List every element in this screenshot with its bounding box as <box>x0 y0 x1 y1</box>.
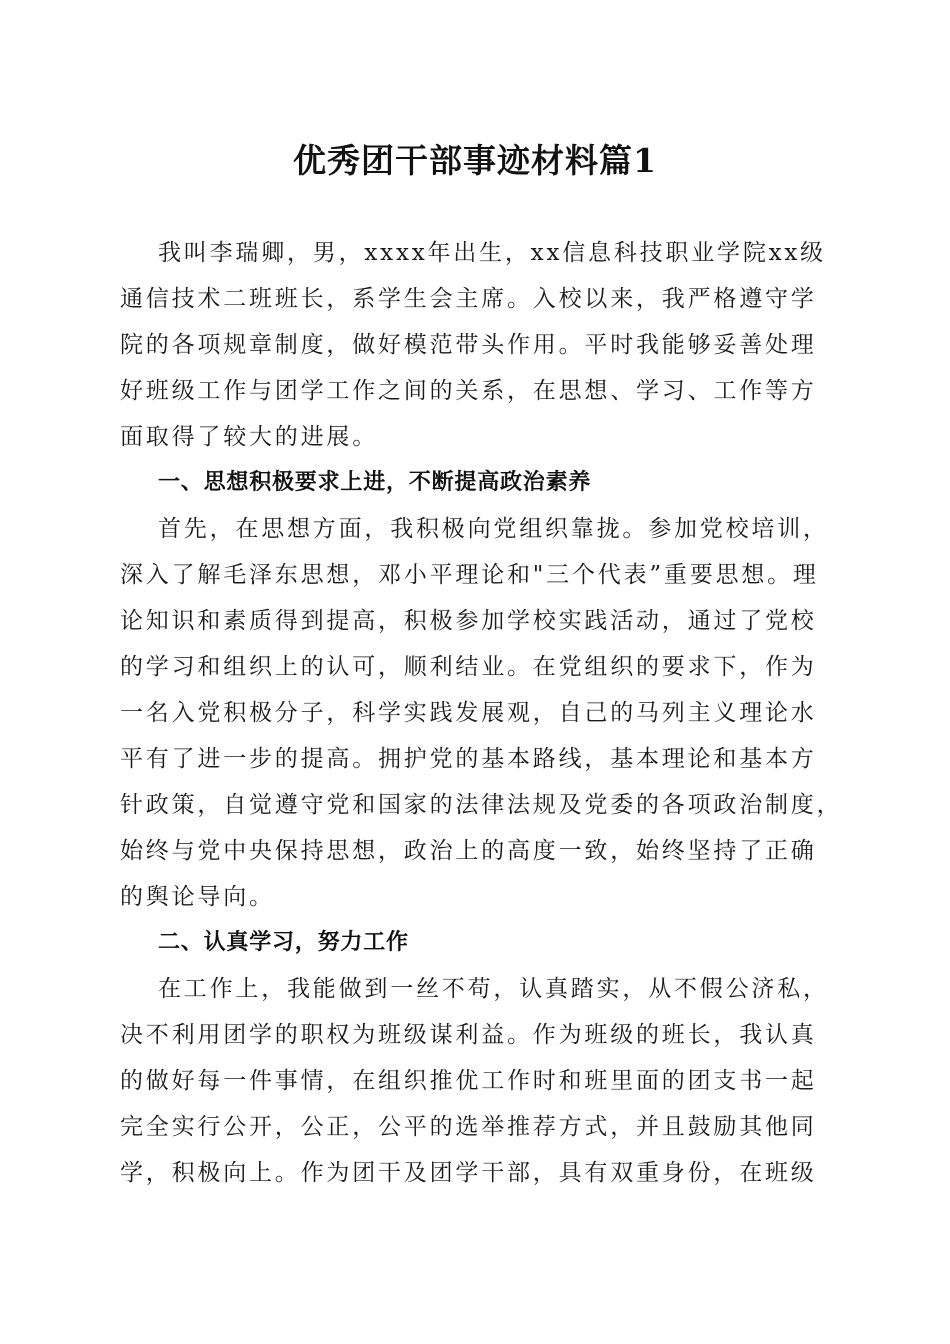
paragraph-line: 的学习和组织上的认可，顺利结业。在党组织的要求下，作为 <box>120 654 817 680</box>
section-heading-1: 一、思想积极要求上进，不断提高政治素养 <box>158 470 592 495</box>
paragraph-line: 好班级工作与团学工作之间的关系，在思想、学习、工作等方 <box>120 378 817 404</box>
paragraph-line: 完全实行公开，公正，公平的选举推荐方式，并且鼓励其他同 <box>120 1114 817 1140</box>
paragraph-line: 面取得了较大的进展。 <box>120 424 378 450</box>
section-heading-2: 二、认真学习，努力工作 <box>158 930 409 955</box>
paragraph-line: 针政策，自觉遵守党和国家的法律法规及党委的各项政治制度， <box>120 792 843 818</box>
paragraph-line: 在工作上，我能做到一丝不苟，认真踏实，从不假公济私， <box>158 976 829 1002</box>
paragraph-line: 深入了解毛泽东思想，邓小平理论和"三个代表”重要思想。理 <box>120 562 819 588</box>
paragraph-line: 论知识和素质得到提高，积极参加学校实践活动，通过了党校 <box>120 608 817 634</box>
paragraph-line: 首先，在思想方面，我积极向党组织靠拢。参加党校培训， <box>158 516 829 542</box>
paragraph-line: 院的各项规章制度，做好模范带头作用。平时我能够妥善处理 <box>120 332 817 358</box>
paragraph-line: 我叫李瑞卿，男，xxxx年出生，xx信息科技职业学院xx级 <box>158 240 826 266</box>
paragraph-line: 决不利用团学的职权为班级谋利益。作为班级的班长，我认真 <box>120 1022 817 1048</box>
paragraph-line: 平有了进一步的提高。拥护党的基本路线，基本理论和基本方 <box>120 746 817 772</box>
paragraph-line: 的舆论导向。 <box>120 884 275 910</box>
paragraph-line: 一名入党积极分子，科学实践发展观，自己的马列主义理论水 <box>120 700 817 726</box>
paragraph-line: 始终与党中央保持思想，政治上的高度一致，始终坚持了正确 <box>120 838 817 864</box>
paragraph-line: 学，积极向上。作为团干及团学干部，具有双重身份，在班级 <box>120 1160 817 1186</box>
document-body <box>120 230 843 1196</box>
document-title: 优秀团干部事迹材料篇1 <box>293 141 657 180</box>
paragraph-line: 通信技术二班班长，系学生会主席。入校以来，我严格遵守学 <box>120 286 817 312</box>
paragraph-line: 的做好每一件事情，在组织推优工作时和班里面的团支书一起 <box>120 1068 817 1094</box>
